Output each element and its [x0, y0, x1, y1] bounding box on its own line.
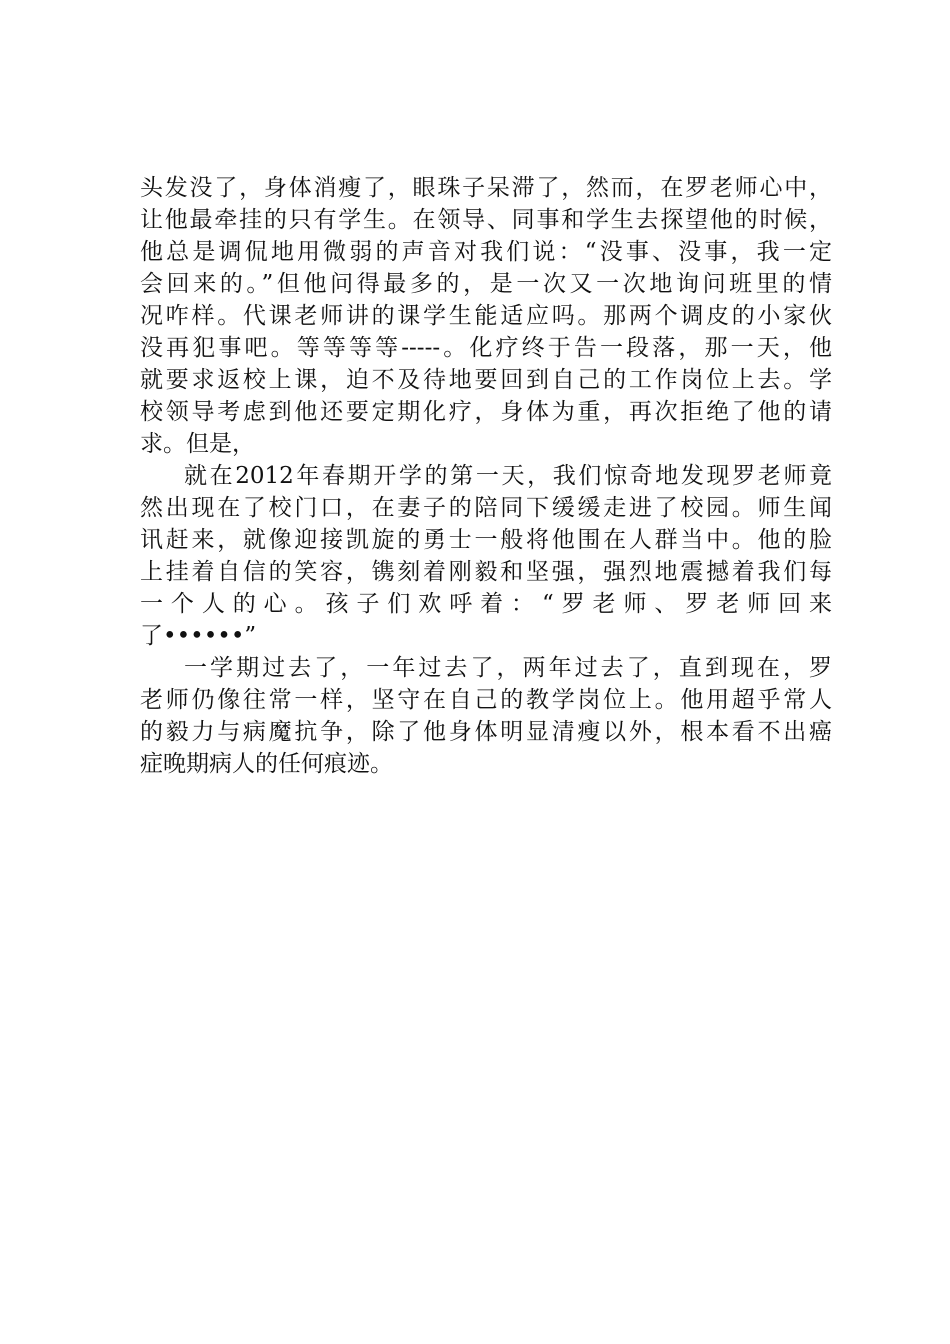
text-line: 上挂着自信的笑容，镌刻着刚毅和坚强，强烈地震撼着我们每 [140, 559, 832, 585]
text-line: 没再犯事吧。等等等等-----。化疗终于告一段落，那一天，他 [140, 335, 832, 361]
paragraph-2 [140, 460, 832, 652]
text-line: 了••••••” [140, 623, 257, 649]
body-text [140, 172, 832, 780]
text-line: 症晚期病人的任何痕迹。 [140, 751, 393, 777]
text-line: 会回来的。”但他问得最多的，是一次又一次地询问班里的情 [140, 271, 832, 297]
text-line: 况咋样。代课老师讲的课学生能适应吗。那两个调皮的小家伙 [140, 303, 832, 329]
text-line: 就要求返校上课，迫不及待地要回到自己的工作岗位上去。学 [140, 367, 832, 393]
text-line: 的毅力与病魔抗争，除了他身体明显清瘦以外，根本看不出癌 [140, 719, 832, 745]
paragraph-3 [140, 652, 832, 780]
text-line: 讯赶来，就像迎接凯旋的勇士一般将他围在人群当中。他的脸 [140, 527, 832, 553]
text-line: 老师仍像往常一样，坚守在自己的教学岗位上。他用超乎常人 [140, 687, 832, 713]
paragraph-1 [140, 172, 832, 460]
text-line: 一个人的心。孩子们欢呼着：“罗老师、罗老师回来 [140, 591, 832, 617]
text-line: 求。但是， [140, 431, 255, 457]
text-line: 一学期过去了，一年过去了，两年过去了，直到现在，罗 [184, 655, 832, 681]
text-line: 让他最牵挂的只有学生。在领导、同事和学生去探望他的时候， [140, 207, 832, 233]
text-line: 头发没了，身体消瘦了，眼珠子呆滞了，然而，在罗老师心中， [140, 175, 832, 201]
text-line: 然出现在了校门口，在妻子的陪同下缓缓走进了校园。师生闻 [140, 495, 832, 521]
text-line: 校领导考虑到他还要定期化疗，身体为重，再次拒绝了他的请 [140, 399, 832, 425]
text-line: 就在2012年春期开学的第一天，我们惊奇地发现罗老师竟 [184, 463, 832, 489]
text-line: 他总是调侃地用微弱的声音对我们说：“没事、没事，我一定 [140, 239, 832, 265]
